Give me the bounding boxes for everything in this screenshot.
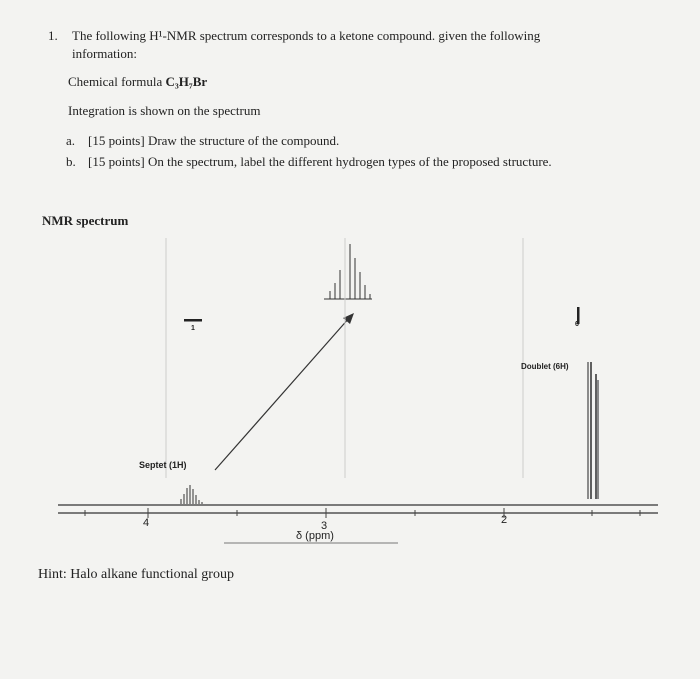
septet-expansion <box>324 244 372 299</box>
part-a-label: a. <box>66 133 76 148</box>
formula-label: Chemical formula <box>68 74 163 89</box>
integration-label-1: 1 <box>191 325 195 332</box>
part-b-text: [15 points] On the spectrum, label the different hydrogen types of the proposed structure. <box>88 154 552 169</box>
expansion-arrow <box>215 317 350 470</box>
question-text-line1: The following H¹-NMR spectrum corresponds to a ketone compound. given the following <box>72 28 541 43</box>
septet-peak <box>181 485 202 504</box>
hint-text: Hint: Halo alkane functional group <box>38 567 234 582</box>
formula-value: C₃H₇Br <box>165 74 208 89</box>
question-text-line2: information: <box>72 46 137 61</box>
doublet-peak <box>588 362 598 499</box>
x-axis-label: δ (ppm) <box>296 530 334 542</box>
integration-label-6: 6 <box>575 321 579 328</box>
septet-annotation: Septet (1H) <box>139 460 187 470</box>
integration-mark-1 <box>184 319 202 322</box>
integration-note: Integration is shown on the spectrum <box>68 103 261 118</box>
question-number: 1. <box>48 28 58 43</box>
tick-label-3: 3 <box>321 520 328 532</box>
tick-label-2: 2 <box>501 514 508 526</box>
doublet-annotation: Doublet (6H) <box>521 362 569 371</box>
part-a-text: [15 points] Draw the structure of the compound. <box>88 133 340 148</box>
tick-label-4: 4 <box>143 517 150 529</box>
part-b-label: b. <box>66 154 76 169</box>
section-title: NMR spectrum <box>42 213 129 228</box>
